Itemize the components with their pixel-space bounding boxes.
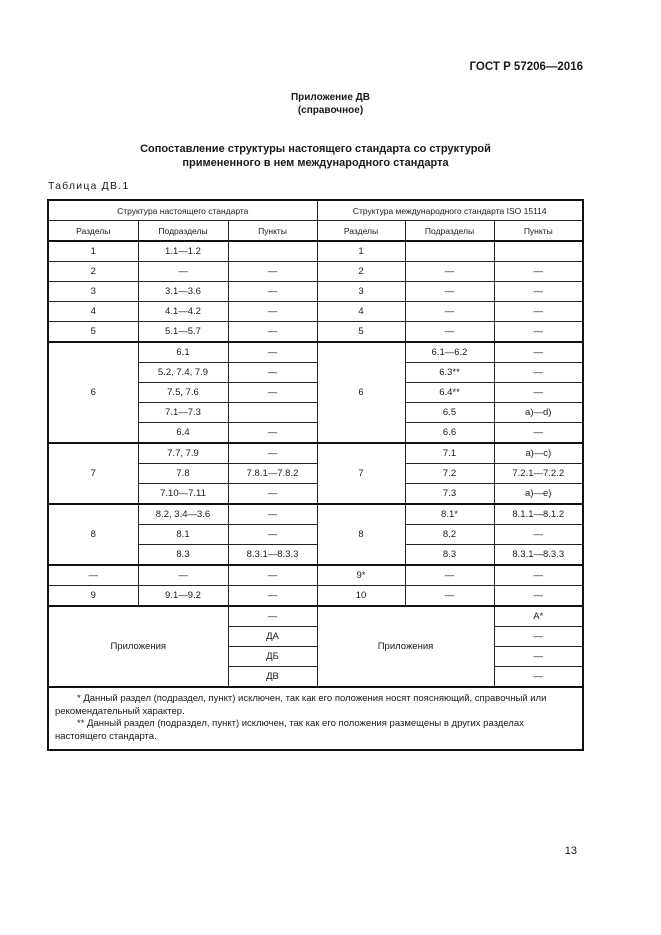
table-row xyxy=(48,262,583,282)
cell: — xyxy=(405,302,494,322)
table-row xyxy=(48,241,583,262)
cell: a)—c) xyxy=(494,443,583,464)
cell: 7.7, 7.9 xyxy=(138,443,228,464)
cell: — xyxy=(228,342,317,363)
cell: 4 xyxy=(317,302,405,322)
table-row xyxy=(48,586,583,607)
cell: 8.3 xyxy=(405,545,494,566)
cell: 7.2.1—7.2.2 xyxy=(494,464,583,484)
cell: 7 xyxy=(317,443,405,504)
page-number: 13 xyxy=(564,845,577,857)
cell: 1.1—1.2 xyxy=(138,241,228,262)
cell: 8.3.1—8.3.3 xyxy=(228,545,317,566)
cell: ДБ xyxy=(228,647,317,667)
annex-note: (справочное) xyxy=(297,105,364,116)
document-code: ГОСТ Р 57206—2016 xyxy=(469,61,583,73)
cell: 3 xyxy=(317,282,405,302)
table-row xyxy=(48,322,583,343)
cell xyxy=(228,241,317,262)
cell: — xyxy=(405,586,494,607)
cell: 4 xyxy=(48,302,138,322)
cell xyxy=(405,241,494,262)
cell: — xyxy=(494,363,583,383)
cell: 3 xyxy=(48,282,138,302)
cell: — xyxy=(494,586,583,607)
cell: 7.5, 7.6 xyxy=(138,383,228,403)
comparison-table-wrap xyxy=(47,199,582,751)
cell: 1 xyxy=(317,241,405,262)
cell: 6.1—6.2 xyxy=(405,342,494,363)
cell: — xyxy=(138,262,228,282)
cell: — xyxy=(228,586,317,607)
cell: — xyxy=(228,484,317,505)
cell: — xyxy=(228,565,317,586)
cell: 8.1 xyxy=(138,525,228,545)
cell: 4.1—4.2 xyxy=(138,302,228,322)
col-header-sections-left: Разделы xyxy=(48,221,138,242)
table-footnotes xyxy=(48,687,583,750)
cell: — xyxy=(228,606,317,627)
cell: 2 xyxy=(317,262,405,282)
table-row xyxy=(48,443,583,464)
footnote-single-asterisk: * Данный раздел (подраздел, пункт) исключен, так как его положения носят поясняющий, справочный или рекомендательный характер. xyxy=(55,693,547,717)
cell: 9.1—9.2 xyxy=(138,586,228,607)
cell: 8.2, 3.4—3.6 xyxy=(138,504,228,525)
table-group-header xyxy=(48,200,583,221)
footnote-double-asterisk: ** Данный раздел (подраздел, пункт) исключен, так как его положения размещены в других разделах настоящего стандарта. xyxy=(55,718,524,742)
cell: a)—d) xyxy=(494,403,583,423)
cell: — xyxy=(494,342,583,363)
cell: — xyxy=(405,322,494,343)
cell: — xyxy=(405,282,494,302)
cell: 3.1—3.6 xyxy=(138,282,228,302)
cell: 7.8 xyxy=(138,464,228,484)
cell: — xyxy=(228,383,317,403)
cell: A* xyxy=(494,606,583,627)
cell: 5 xyxy=(317,322,405,343)
annex-title: Приложение ДВ xyxy=(290,92,371,103)
cell: 8 xyxy=(317,504,405,565)
cell: 6.1 xyxy=(138,342,228,363)
group-header-left: Структура настоящего стандарта xyxy=(48,200,317,221)
cell: — xyxy=(228,443,317,464)
cell: — xyxy=(494,262,583,282)
col-header-subsections-right: Подразделы xyxy=(405,221,494,242)
cell: — xyxy=(494,322,583,343)
cell: 6.4** xyxy=(405,383,494,403)
section-heading xyxy=(120,142,511,170)
cell: 6.3** xyxy=(405,363,494,383)
cell: — xyxy=(494,627,583,647)
cell: 7 xyxy=(48,443,138,504)
cell: — xyxy=(48,565,138,586)
cell: — xyxy=(228,262,317,282)
cell: 7.1 xyxy=(405,443,494,464)
comparison-table xyxy=(47,199,584,751)
cell xyxy=(494,241,583,262)
table-row xyxy=(48,504,583,525)
table-row xyxy=(48,302,583,322)
cell: — xyxy=(228,363,317,383)
cell: — xyxy=(494,647,583,667)
col-header-clauses-left: Пункты xyxy=(228,221,317,242)
cell: — xyxy=(494,667,583,688)
cell: — xyxy=(405,262,494,282)
col-header-subsections-left: Подразделы xyxy=(138,221,228,242)
col-header-sections-right: Разделы xyxy=(317,221,405,242)
cell: — xyxy=(494,423,583,444)
table-footnotes-row xyxy=(48,687,583,750)
cell: ДА xyxy=(228,627,317,647)
cell: 6 xyxy=(317,342,405,443)
cell: 7.3 xyxy=(405,484,494,505)
appendices-label-right: Приложения xyxy=(317,606,494,687)
cell: — xyxy=(228,302,317,322)
cell: — xyxy=(494,302,583,322)
cell: 8.1.1—8.1.2 xyxy=(494,504,583,525)
appendices-label-left: Приложения xyxy=(48,606,228,687)
cell: — xyxy=(228,423,317,444)
cell: — xyxy=(228,322,317,343)
cell: — xyxy=(494,282,583,302)
cell: 6.4 xyxy=(138,423,228,444)
heading-line-1: Сопоставление структуры настоящего стандарта со структурой xyxy=(140,143,491,155)
heading-line-2: примененного в нем международного стандарта xyxy=(182,157,449,169)
cell: — xyxy=(405,565,494,586)
cell: 9* xyxy=(317,565,405,586)
cell: — xyxy=(228,525,317,545)
cell: — xyxy=(494,565,583,586)
cell: 10 xyxy=(317,586,405,607)
cell: 8 xyxy=(48,504,138,565)
table-row xyxy=(48,606,583,627)
cell: — xyxy=(494,383,583,403)
col-header-clauses-right: Пункты xyxy=(494,221,583,242)
group-header-right: Структура международного стандарта ISO 15114 xyxy=(317,200,583,221)
cell: 6 xyxy=(48,342,138,443)
cell: — xyxy=(138,565,228,586)
cell: 8.3.1—8.3.3 xyxy=(494,545,583,566)
cell: — xyxy=(228,504,317,525)
cell: ДВ xyxy=(228,667,317,688)
cell: 7.10—7.11 xyxy=(138,484,228,505)
cell: a)—e) xyxy=(494,484,583,505)
cell: 8.3 xyxy=(138,545,228,566)
cell: 6.6 xyxy=(405,423,494,444)
cell: 5.2, 7.4, 7.9 xyxy=(138,363,228,383)
table-column-header xyxy=(48,221,583,242)
cell: 6.5 xyxy=(405,403,494,423)
table-row xyxy=(48,565,583,586)
cell: 8.2 xyxy=(405,525,494,545)
cell: 5 xyxy=(48,322,138,343)
cell: 9 xyxy=(48,586,138,607)
cell: 7.1—7.3 xyxy=(138,403,228,423)
table-label: Таблица ДВ.1 xyxy=(48,180,130,192)
table-row xyxy=(48,342,583,363)
cell: 2 xyxy=(48,262,138,282)
table-row xyxy=(48,282,583,302)
cell: 7.8.1—7.8.2 xyxy=(228,464,317,484)
cell xyxy=(228,403,317,423)
cell: 8.1* xyxy=(405,504,494,525)
cell: 7.2 xyxy=(405,464,494,484)
cell: 1 xyxy=(48,241,138,262)
cell: — xyxy=(228,282,317,302)
cell: 5.1—5.7 xyxy=(138,322,228,343)
cell: — xyxy=(494,525,583,545)
